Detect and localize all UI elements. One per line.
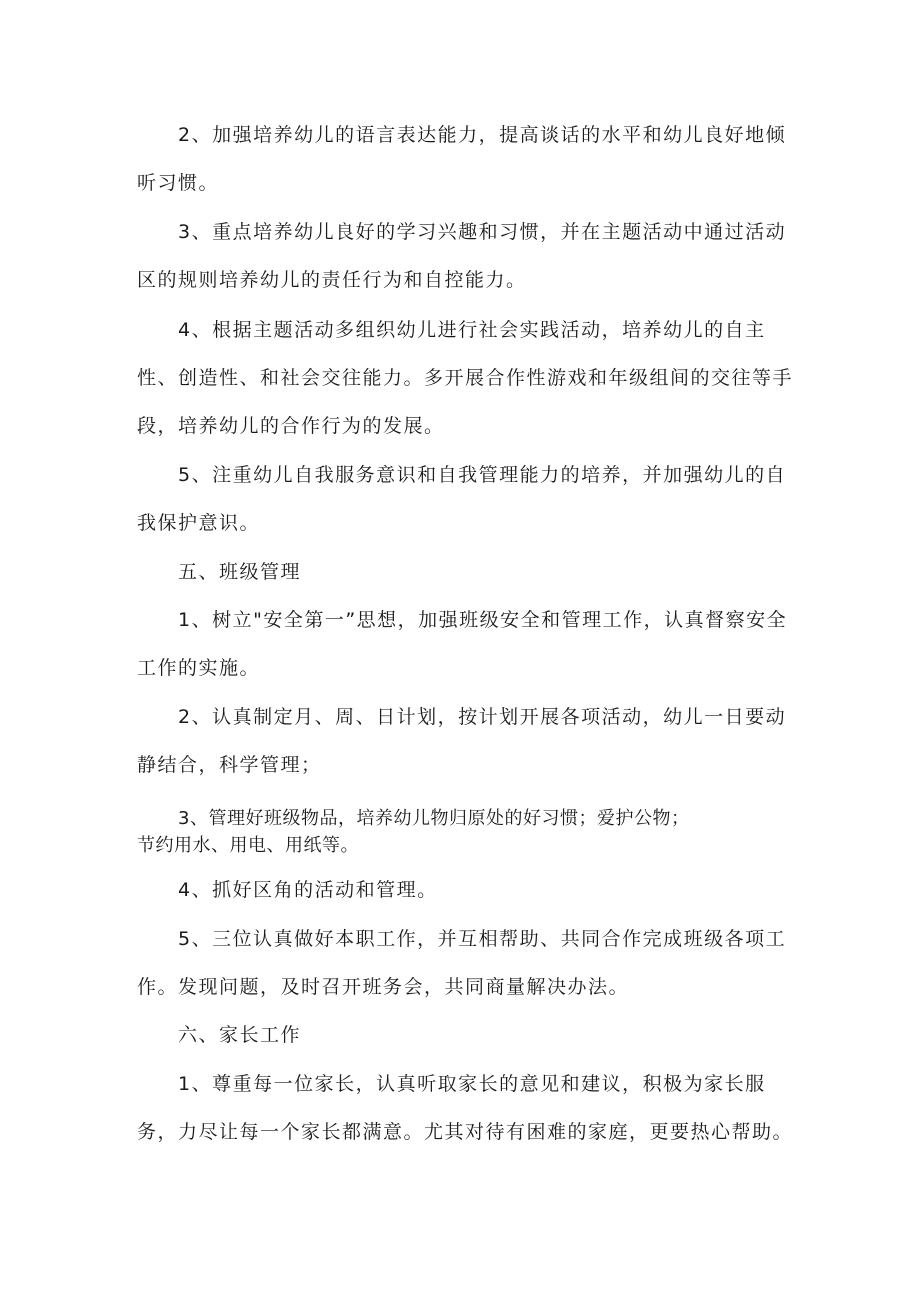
paragraph-line: 区的规则培养幼儿的责任行为和自控能力。 xyxy=(137,269,527,291)
paragraph-line: 1、树立"安全第一”思想，加强班级安全和管理工作，认真督察安全 xyxy=(178,609,788,631)
paragraph-line: 段，培养幼儿的合作行为的发展。 xyxy=(137,415,445,437)
section-heading: 六、家长工作 xyxy=(178,1024,302,1046)
paragraph-line: 2、加强培养幼儿的语言表达能力，提高谈话的水平和幼儿良好地倾 xyxy=(178,124,787,146)
paragraph-line: 务，力尽让每一个家长都满意。尤其对待有困难的家庭，更要热心帮助。 xyxy=(137,1121,794,1143)
paragraph-line: 工作的实施。 xyxy=(137,657,261,679)
paragraph-line: 听习惯。 xyxy=(137,172,220,194)
paragraph-line: 1、尊重每一位家长，认真听取家长的意见和建议，积极为家长服 xyxy=(178,1073,766,1095)
paragraph-line: 节约用水、用电、用纸等。 xyxy=(137,835,359,856)
section-heading: 五、班级管理 xyxy=(178,561,302,583)
paragraph-line: 静结合，科学管理； xyxy=(137,754,322,776)
paragraph-line: 5、三位认真做好本职工作，并互相帮助、共同合作完成班级各项工 xyxy=(178,928,787,950)
paragraph-line: 4、根据主题活动多组织幼儿进行社会实践活动，培养幼儿的自主 xyxy=(178,319,766,341)
paragraph-line: 4、抓好区角的活动和管理。 xyxy=(178,879,438,901)
paragraph-line: 我保护意识。 xyxy=(137,512,261,534)
paragraph-line: 5、注重幼儿自我服务意识和自我管理能力的培养，并加强幼儿的自 xyxy=(178,464,787,486)
paragraph-line: 3、重点培养幼儿良好的学习兴趣和习惯，并在主题活动中通过活动 xyxy=(178,221,787,243)
paragraph-line: 2、认真制定月、周、日计划，按计划开展各项活动，幼儿一日要动 xyxy=(178,706,787,728)
paragraph-line: 性、创造性、和社会交往能力。多开展合作性游戏和年级组间的交往等手 xyxy=(137,367,794,389)
paragraph-line: 作。发现问题，及时召开班务会，共同商量解决办法。 xyxy=(137,976,630,998)
paragraph-line: 3、管理好班级物品，培养幼儿物归原处的好习惯；爱护公物； xyxy=(178,808,690,829)
